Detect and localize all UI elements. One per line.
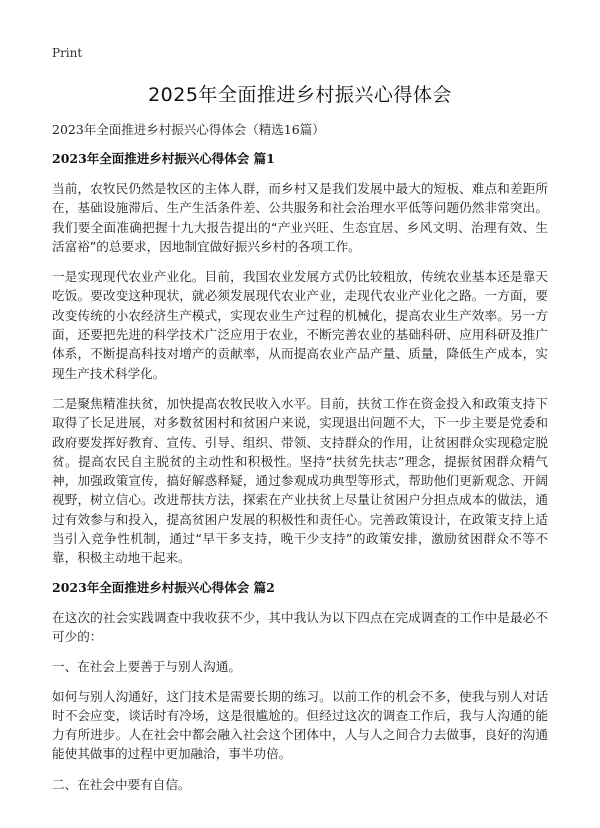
section-heading-2: 2023年全面推进乡村振兴心得体会 篇2 [52, 579, 275, 595]
paragraph: 当前，农牧民仍然是牧区的主体人群，而乡村又是我们发展中最大的短板、难点和差距所在，基础设施滞后、生产生活条件差、公共服务和社会治理水平低等问题仍然非常突出。我们要全面准确把握十九大报告提出的“产业兴旺、生态宜居、乡风文明、治理有效、生活富裕”的总要求，因地制宜做好振兴乡村的各项工作。 [52, 181, 548, 254]
paragraph: 如何与别人沟通好，这门技术是需要长期的练习。以前工作的机会不多，使我与别人对话时不会应变，谈话时有冷场，这是很尴尬的。但经过这次的调查工作后，我与人沟通的能力有所进步。人在社会中都会融入社会这个团体中，人与人之间合力去做事，良好的沟通能使其做事的过程中更加融洽，事半功倍。 [52, 688, 548, 762]
print-link[interactable]: Print [52, 46, 83, 60]
document-body [52, 150, 548, 805]
page-title: 2025年全面推进乡村振兴心得体会 [148, 84, 452, 106]
document-subtitle: 2023年全面推进乡村振兴心得体会（精选16篇） [52, 122, 325, 137]
paragraph: 一是实现现代农业产业化。目前，我国农业发展方式仍比较粗放，传统农业基本还是靠天吃饭。要改变这种现状，就必须发展现代农业产业，走现代农业产业化之路。一方面，要改变传统的小农经济生产模式，实现农业生产过程的机械化，提高农业生产效率。另一方面，还要把先进的科学技术广泛应用于农业，不断完善农业的基础科研、应用科研及推广体系，不断提高科技对增产的贡献率，从而提高农业产品产量、质量，降低生产成本，实现生产技术科学化。 [52, 269, 548, 381]
section-heading-1: 2023年全面推进乡村振兴心得体会 篇1 [52, 151, 275, 166]
paragraph: 二、在社会中要有自信。 [52, 776, 191, 792]
paragraph: 在这次的社会实践调查中我收获不少，其中我认为以下四点在完成调查的工作中是最必不可少的： [52, 609, 548, 644]
paragraph: 二是聚焦精准扶贫，加快提高农牧民收入水平。目前，扶贫工作在资金投入和政策支持下取得了长足进展，对多数贫困村和贫困户来说，实现退出问题不大，下一步主要是党委和政府要发挥好教育、宣传、引导、组织、带领、支持群众的作用，让贫困群众实现稳定脱贫。提高农民自主脱贫的主动性和积极性。坚持“扶贫先扶志”理念，提振贫困群众精气神，加强政策宣传，搞好解惑释疑，通过参观成功典型等形式，帮助他们更新观念、开阔视野，树立信心。改进帮扶方法，探索在产业扶贫上尽量让贫困户分担点成本的做法，通过有效参与和投入，提高贫困户发展的积极性和责任心。完善政策设计，在政策支持上适当引入竞争性机制，通过“早干多支持，晚干少支持”的政策安排，激励贫困群众不等不靠，积极主动地干起来。 [52, 395, 548, 566]
paragraph: 一、在社会上要善于与别人沟通。 [52, 659, 241, 675]
